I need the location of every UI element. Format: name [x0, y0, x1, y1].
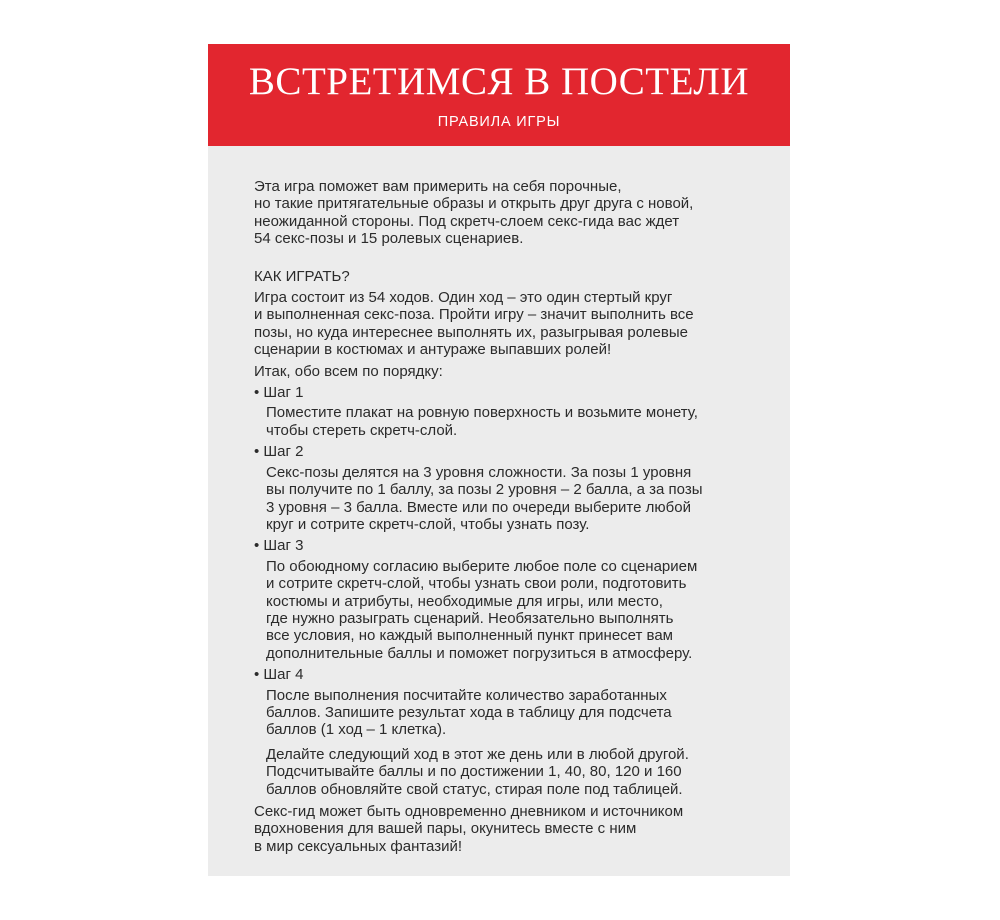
header-banner: [208, 44, 790, 146]
step-title: • Шаг 1: [254, 384, 304, 402]
closing-paragraph: Секс-гид может быть одновременно дневником и источником вдохновения для вашей пары, окунитесь вместе с ним в мир сексуальных фантазий!: [254, 803, 684, 855]
step-body: Секс-позы делятся на 3 уровня сложности. За позы 1 уровня вы получите по 1 баллу, за позы 2 уровня – 2 балла, а за позы 3 уровня – 3 балла. Вместе или по очереди выберите любой круг и сотрите скретч-слой, чтобы узнать позу.: [266, 463, 703, 533]
step-body: После выполнения посчитайте количество заработанных баллов. Запишите результат хода в таблицу для подсчета баллов (1 ход – 1 клетка).: [266, 686, 672, 739]
step-body: Поместите плакат на ровную поверхность и возьмите монету, чтобы стереть скретч-слой.: [266, 404, 698, 439]
step-1: [254, 384, 778, 439]
step-3: [254, 537, 778, 662]
step-4: [254, 666, 778, 798]
step-body-continued: Делайте следующий ход в этот же день или в любой другой. Подсчитывайте баллы и по достижении 1, 40, 80, 120 и 160 баллов обновляйте свой статус, стирая поле под таблицей.: [266, 745, 689, 798]
game-title: ВСТРЕТИМСЯ В ПОСТЕЛИ: [248, 60, 750, 103]
steps-lead: Итак, обо всем по порядку:: [254, 362, 443, 380]
step-title: • Шаг 3: [254, 537, 304, 555]
step-title: • Шаг 2: [254, 443, 304, 461]
step-title: • Шаг 4: [254, 666, 304, 684]
how-to-play-description: Игра состоит из 54 ходов. Один ход – это один стертый круг и выполненная секс-поза. Пройти игру – значит выполнить все позы, но куда интереснее выполнять их, разыгрывая ролевые сценарии в костюмах и антураже выпавших ролей!: [254, 289, 694, 359]
step-2: [254, 443, 778, 533]
rules-content: [254, 178, 778, 855]
how-to-play-heading: КАК ИГРАТЬ?: [254, 267, 350, 285]
intro-paragraph: Эта игра поможет вам примерить на себя порочные, но такие притягательные образы и открыть друг друга с новой, неожиданной стороны. Под скретч-слоем секс-гида вас ждет 54 секс-позы и 15 ролевых сценариев.: [254, 178, 694, 248]
step-body: По обоюдному согласию выберите любое поле со сценарием и сотрите скретч-слой, чтобы узнать свои роли, подготовить костюмы и атрибуты, необходимые для игры, или место, где нужно разыграть сценарий. Необязательно выполнять все условия, но каждый выполненный пункт принесет вам дополнительные баллы и поможет погрузиться в атмосферу.: [266, 557, 698, 662]
rules-card: [208, 44, 790, 876]
rules-subtitle: ПРАВИЛА ИГРЫ: [437, 114, 561, 130]
